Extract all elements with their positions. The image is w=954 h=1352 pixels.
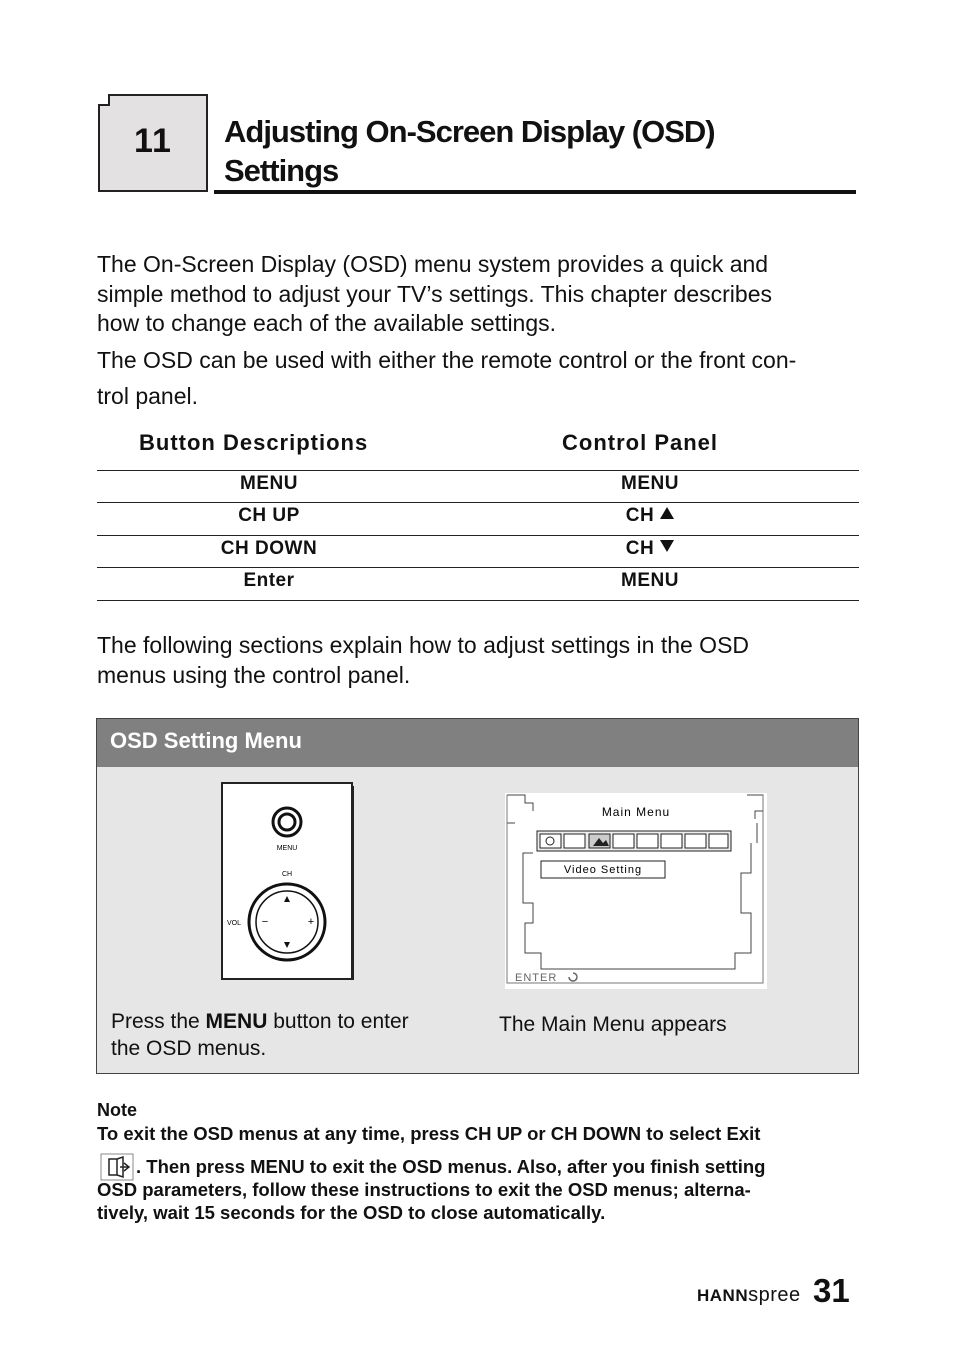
brightness-icon xyxy=(540,834,561,848)
table-row xyxy=(97,502,859,535)
screen-title: Main Menu xyxy=(601,805,671,819)
chapter-title xyxy=(224,112,864,190)
remote-vol-label: VOL xyxy=(226,920,242,927)
chapter-number-box xyxy=(98,94,208,192)
intro-paragraph-1 xyxy=(97,250,859,339)
remote-ch-label: CH xyxy=(281,871,293,878)
chapter-title-line2: Settings xyxy=(224,153,339,188)
table-row xyxy=(97,535,859,568)
caption-left-post: button to enter xyxy=(267,1010,409,1033)
table-cell-description: CH DOWN xyxy=(220,538,318,559)
caption-right: The Main Menu appears xyxy=(499,1013,727,1036)
brand-logo xyxy=(697,1284,801,1307)
table-cell-panel xyxy=(550,505,750,527)
chapter-title-line1: Adjusting On-Screen Display (OSD) xyxy=(224,114,715,149)
enter-label: ENTER xyxy=(515,972,558,984)
exit-menu-icon xyxy=(709,834,728,848)
note-line-4: tively, wait 15 seconds for the OSD to close automatically. xyxy=(97,1202,606,1223)
remote-menu-label: MENU xyxy=(276,845,298,852)
contrast-icon xyxy=(564,834,585,848)
vol-plus-label: + xyxy=(307,916,315,928)
vol-minus-label: − xyxy=(261,916,269,928)
following-line: The following sections explain how to adjust settings in the OSD xyxy=(97,632,750,658)
following-line: menus using the control panel. xyxy=(97,661,411,688)
caption-left-line2: the OSD menus. xyxy=(111,1037,267,1060)
table-cell-panel xyxy=(550,538,750,560)
panel-label: MENU xyxy=(621,473,679,494)
setup-icon xyxy=(685,834,706,848)
exit-icon xyxy=(100,1153,134,1181)
note-line-3: OSD parameters, follow these instructions to exit the OSD menus; alterna- xyxy=(97,1179,751,1200)
panel-label: CH xyxy=(625,538,655,559)
intro-paragraph-2-line1: The OSD can be used with either the remote control or the front con- xyxy=(97,347,797,373)
main-menu-screen-illustration xyxy=(505,793,767,989)
table-cell-description: Enter xyxy=(243,570,295,591)
page-number: 31 xyxy=(813,1272,850,1309)
screen-icon xyxy=(637,834,658,848)
table-header-control-panel: Control Panel xyxy=(562,430,719,455)
video-setting-label: Video Setting xyxy=(563,864,643,876)
note-line-2: . Then press MENU to exit the OSD menus. Also, after you finish setting xyxy=(136,1156,766,1177)
caption-left-bold: MENU xyxy=(205,1010,268,1033)
panel-label: CH xyxy=(625,505,655,526)
intro-line: The On-Screen Display (OSD) menu system provides a quick and xyxy=(97,251,769,277)
control-panel-illustration xyxy=(221,782,355,984)
title-rule xyxy=(214,190,856,194)
caption-left xyxy=(111,1008,409,1062)
tv-icon xyxy=(661,834,682,848)
chapter-number: 11 xyxy=(134,122,172,160)
up-triangle-icon xyxy=(660,507,674,519)
panel-label: MENU xyxy=(621,570,679,591)
caption-left-pre: Press the xyxy=(111,1010,206,1033)
note-label: Note xyxy=(97,1100,137,1120)
osd-setting-menu-panel xyxy=(96,718,859,1074)
osd-panel-title: OSD Setting Menu xyxy=(110,728,302,753)
following-paragraph xyxy=(97,631,859,690)
audio-icon xyxy=(613,834,634,848)
brand-rest: spree xyxy=(748,1284,801,1306)
table-row xyxy=(97,567,859,601)
chapter-box-notch xyxy=(98,94,110,106)
table-cell-panel xyxy=(550,570,750,592)
table-cell-description: CH UP xyxy=(238,505,300,526)
osd-panel-header xyxy=(97,719,858,767)
table-row xyxy=(97,470,859,503)
intro-paragraph-2-line2: trol panel. xyxy=(97,383,199,409)
brand-bold: HANN xyxy=(697,1286,749,1305)
intro-line: how to change each of the available settings. xyxy=(97,310,557,336)
table-header-button-descriptions: Button Descriptions xyxy=(139,430,369,455)
note-line-1: To exit the OSD menus at any time, press CH UP or CH DOWN to select Exit xyxy=(97,1123,761,1144)
down-triangle-icon xyxy=(660,540,674,552)
intro-line: simple method to adjust your TV’s settings. This chapter describes xyxy=(97,280,772,307)
table-cell-description: MENU xyxy=(240,473,298,494)
table-cell-panel xyxy=(550,473,750,495)
